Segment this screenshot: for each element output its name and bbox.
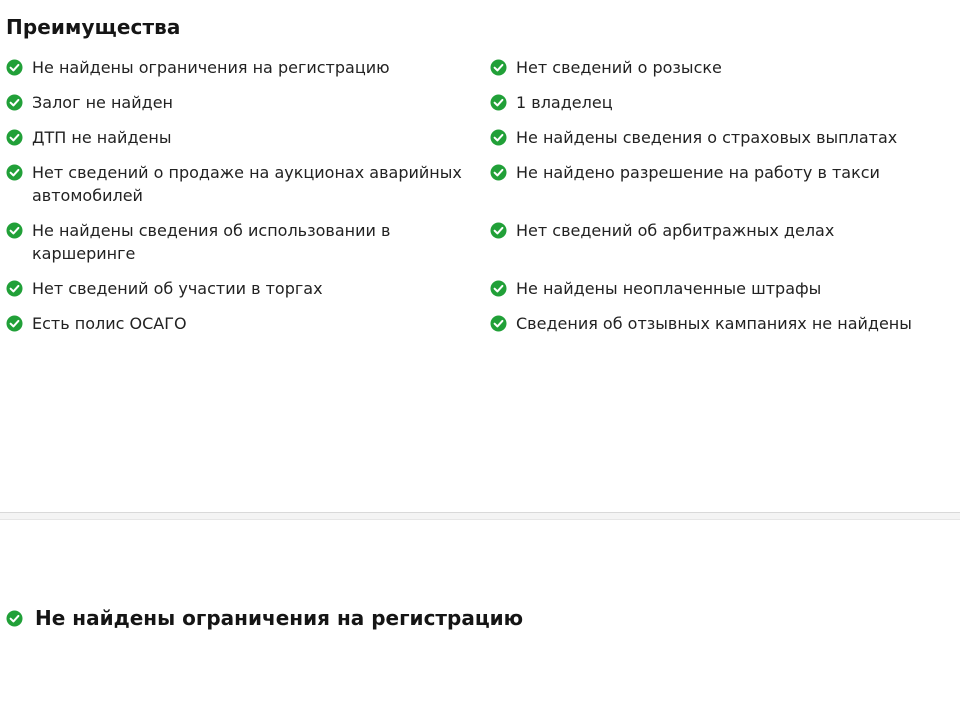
list-item [490, 219, 950, 277]
detail-section-heading [6, 606, 523, 630]
check-circle-icon [490, 59, 507, 76]
list-item [6, 161, 476, 219]
check-circle-icon [490, 164, 507, 181]
list-item [490, 277, 950, 312]
detail-title: Не найдены ограничения на регистрацию [35, 606, 524, 630]
check-circle-icon [6, 315, 23, 332]
advantage-text: Есть полис ОСАГО [32, 314, 187, 333]
list-item [6, 91, 476, 126]
check-circle-icon [6, 59, 23, 76]
advantage-text: Нет сведений о розыске [516, 58, 722, 77]
advantages-list-right [490, 56, 950, 347]
advantage-text: ДТП не найдены [32, 128, 172, 147]
list-item [6, 219, 476, 277]
check-circle-icon [490, 94, 507, 111]
check-circle-icon [6, 280, 23, 297]
advantage-text: 1 владелец [516, 93, 613, 112]
list-item [6, 56, 476, 91]
advantage-text: Не найдены неоплаченные штрафы [516, 279, 822, 298]
check-circle-icon [490, 280, 507, 297]
list-item [490, 161, 950, 219]
advantage-text: Не найдено разрешение на работу в такси [516, 163, 880, 182]
list-item [6, 126, 476, 161]
check-circle-icon [6, 129, 23, 146]
check-circle-icon [490, 222, 507, 239]
advantage-text: Не найдены сведения о страховых выплатах [516, 128, 898, 147]
advantage-text: Нет сведений о продаже на аукционах аварийных автомобилей [32, 163, 462, 205]
check-circle-icon [6, 222, 23, 239]
advantage-text: Залог не найден [32, 93, 173, 112]
advantage-text: Нет сведений об арбитражных делах [516, 221, 835, 240]
advantage-text: Не найдены сведения об использовании в каршеринге [32, 221, 391, 263]
section-divider [0, 512, 960, 520]
advantages-title: Преимущества [6, 15, 181, 39]
advantages-list-left [6, 56, 476, 347]
advantage-text: Не найдены ограничения на регистрацию [32, 58, 390, 77]
list-item [6, 277, 476, 312]
advantage-text: Нет сведений об участии в торгах [32, 279, 323, 298]
list-item [6, 312, 476, 347]
advantage-text: Сведения об отзывных кампаниях не найдены [516, 314, 912, 333]
list-item [490, 56, 950, 91]
check-circle-icon [6, 164, 23, 181]
check-circle-icon [6, 610, 23, 627]
check-circle-icon [6, 94, 23, 111]
list-item [490, 126, 950, 161]
check-circle-icon [490, 315, 507, 332]
list-item [490, 312, 950, 347]
list-item [490, 91, 950, 126]
check-circle-icon [490, 129, 507, 146]
